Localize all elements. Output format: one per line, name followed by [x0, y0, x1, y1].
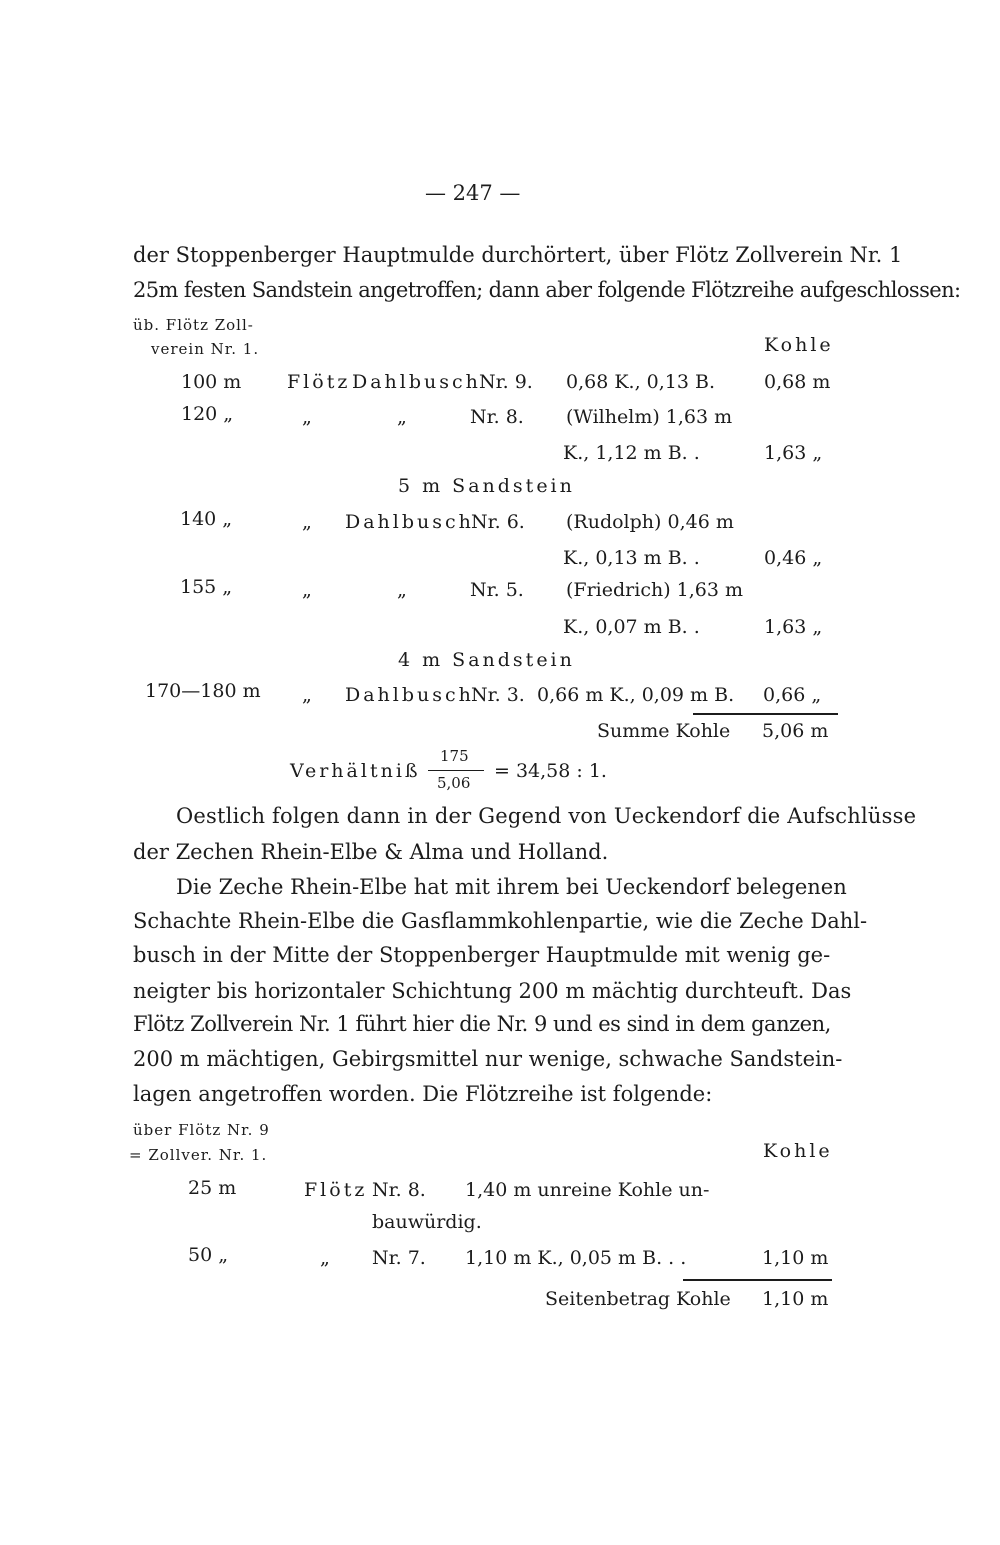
t2-sum-label: Seitenbetrag Kohle	[545, 1288, 731, 1310]
t1-r2-c2: „	[397, 406, 407, 428]
t2-r2-depth: 50 „	[188, 1244, 229, 1266]
t1-r4-coal: 1,63 „	[764, 616, 823, 638]
ratio-label: Verhältniß	[290, 760, 421, 782]
t2-r1-c1: Flötz	[304, 1179, 368, 1201]
sum-rule-2	[683, 1279, 832, 1281]
t1-r5-coal: 0,66 „	[763, 684, 822, 706]
t1-r2-coal: 1,63 „	[764, 442, 823, 464]
t2-r2-nr: Nr. 7.	[372, 1247, 426, 1269]
t1-r3-coal: 0,46 „	[764, 547, 823, 569]
t1-r1-c1: Flötz	[287, 371, 351, 393]
t1-r4-nr: Nr. 5.	[470, 579, 524, 601]
table1-head-right: Kohle	[764, 334, 834, 356]
table1-head-left-2: verein Nr. 1.	[151, 340, 260, 358]
para2-line-5: Flötz Zollverein Nr. 1 führt hier die Nr. 9 und es sind in dem ganzen,	[133, 1012, 831, 1036]
t1-r4-c1: „	[302, 579, 312, 601]
para2-line-6: 200 m mächtigen, Gebirgsmittel nur wenige, schwache Sandstein-	[133, 1047, 843, 1071]
t1-r1-c2: Dahlbusch	[352, 371, 481, 393]
t2-r1-depth: 25 m	[188, 1177, 237, 1199]
t1-r1-desc: 0,68 K., 0,13 B.	[566, 371, 716, 393]
t1-r3-desc2: K., 0,13 m B. .	[563, 547, 700, 569]
t2-sum-value: 1,10 m	[762, 1288, 829, 1310]
t1-r2-desc2: K., 1,12 m B. .	[563, 442, 700, 464]
ratio-fraction-line	[428, 770, 484, 771]
para2-line-2: Schachte Rhein-Elbe die Gasflammkohlenpartie, wie die Zeche Dahl-	[133, 909, 868, 933]
t1-r1-nr: Nr. 9.	[479, 371, 533, 393]
t1-sandstone-2: 4 m Sandstein	[398, 649, 575, 671]
para2-line-1: Die Zeche Rhein-Elbe hat mit ihrem bei Ueckendorf belegenen	[176, 875, 847, 899]
sum-rule-1	[693, 713, 838, 715]
t2-r1-desc: 1,40 m unreine Kohle un-	[465, 1179, 710, 1201]
t1-r5-desc: 0,66 m K., 0,09 m B.	[537, 684, 735, 706]
t1-r4-desc2: K., 0,07 m B. .	[563, 616, 700, 638]
t1-r5-c2: Dahlbusch	[345, 684, 474, 706]
para1-line-2: der Zechen Rhein-Elbe & Alma und Holland.	[133, 840, 609, 864]
para2-line-3: busch in der Mitte der Stoppenberger Hauptmulde mit wenig ge-	[133, 943, 831, 967]
t1-sandstone-1: 5 m Sandstein	[398, 475, 575, 497]
t1-sum-value: 5,06 m	[762, 720, 829, 742]
t2-r2-desc: 1,10 m K., 0,05 m B. . .	[465, 1247, 687, 1269]
table2-head-left-1: über Flötz Nr. 9	[133, 1121, 270, 1139]
t1-r2-nr: Nr. 8.	[470, 406, 524, 428]
page-number: — 247 —	[425, 181, 521, 205]
t1-r5-c1: „	[302, 684, 312, 706]
t1-r4-c2: „	[397, 579, 407, 601]
t1-r4-desc: (Friedrich) 1,63 m	[566, 579, 744, 601]
intro-line-1: der Stoppenberger Hauptmulde durchörtert, über Flötz Zollverein Nr. 1	[133, 243, 903, 267]
t1-r4-depth: 155 „	[180, 576, 233, 598]
t2-r1-desc2: bauwürdig.	[372, 1211, 482, 1233]
table2-head-right: Kohle	[763, 1140, 833, 1162]
t1-r2-depth: 120 „	[181, 403, 234, 425]
t1-r2-c1: „	[302, 406, 312, 428]
para2-line-7: lagen angetroffen worden. Die Flötzreihe ist folgende:	[133, 1082, 713, 1106]
t1-r1-coal: 0,68 m	[764, 371, 831, 393]
t2-r1-nr: Nr. 8.	[372, 1179, 426, 1201]
para1-line-1: Oestlich folgen dann in der Gegend von Ueckendorf die Aufschlüsse	[176, 804, 917, 828]
table1-head-left-1: üb. Flötz Zoll-	[133, 316, 254, 334]
t1-r1-depth: 100 m	[181, 371, 242, 393]
t1-r3-c2: Dahlbusch	[345, 511, 474, 533]
t1-sum-label: Summe Kohle	[597, 720, 731, 742]
t2-r2-coal: 1,10 m	[762, 1247, 829, 1269]
para2-line-4: neigter bis horizontaler Schichtung 200 m mächtig durchteuft. Das	[133, 979, 852, 1003]
t2-r2-c1: „	[320, 1247, 330, 1269]
t1-r3-nr: Nr. 6.	[471, 511, 525, 533]
t1-r5-nr: Nr. 3.	[471, 684, 525, 706]
t1-r3-c1: „	[302, 511, 312, 533]
t1-r3-desc: (Rudolph) 0,46 m	[566, 511, 734, 533]
t1-r2-desc: (Wilhelm) 1,63 m	[566, 406, 733, 428]
t1-r3-depth: 140 „	[180, 508, 233, 530]
t1-r5-depth: 170—180 m	[145, 680, 261, 702]
intro-line-2: 25m festen Sandstein angetroffen; dann aber folgende Flötzreihe aufgeschlossen:	[133, 278, 961, 302]
ratio-denominator: 5,06	[437, 774, 471, 792]
table2-head-left-2: = Zollver. Nr. 1.	[129, 1146, 268, 1164]
ratio-numerator: 175	[440, 747, 469, 765]
ratio-result: = 34,58 : 1.	[494, 760, 607, 782]
